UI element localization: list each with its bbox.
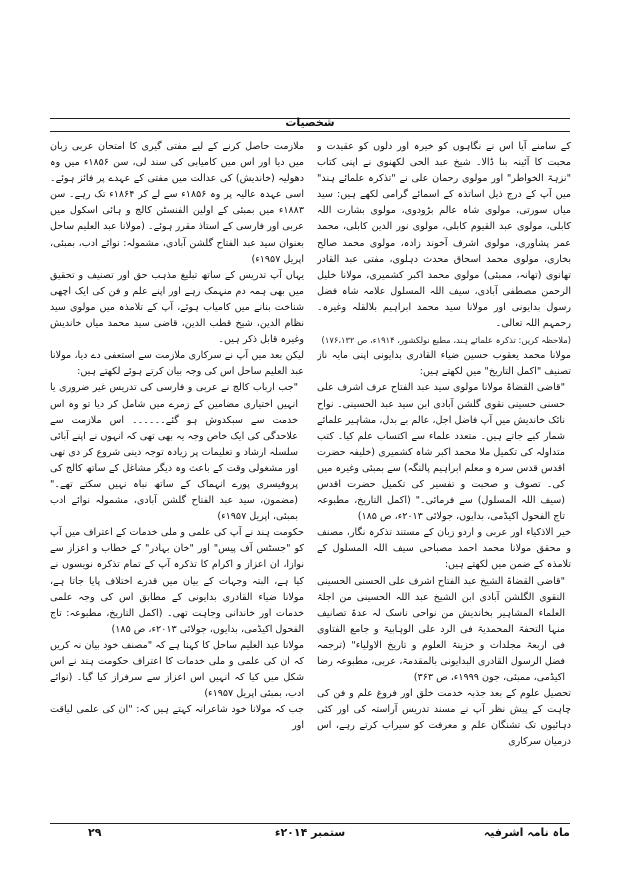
magazine-name: ماہ نامہ اشرفیہ: [483, 826, 570, 839]
body-paragraph: مولانا محمد یعقوب حسین ضیاء القادری بدایونی اپنی مایہ ناز تصنیف "اکمل التاریخ" میں لکھتے ہیں:: [317, 350, 571, 378]
page-number: ۲۹: [88, 826, 102, 839]
body-paragraph: ملازمت حاصل کرنے کے لیے مفتی گیری کا امتحان عربی زبان میں دیا اور اس میں کامیابی کی سند لی، سن ۱۸۵۶ء میں وہ دھولیہ (خاندیش) کی عدالت میں مفتی کے عہدے پر فائز ہوئے۔ اسی عہدہ عالیہ پر وہ ۱۸۵۶ء سے لے کر ۱۸۶۴ء تک رہے۔ سن ۱۸۸۳ء میں بمبئی کے اولین الفنسٹن کالج و ہائی اسکول میں عربی اور فارسی کے استاذ مقرر ہوئے۔ (مولانا عبد العلیم ساحل بعنوان سید عبد الفتاح گلشن آبادی، مشمولہ: نوائے ادب، بمبئی، اپریل ۱۹۵۷ء): [50, 141, 304, 265]
body-paragraph: مولانا عبد العلیم ساحل کا کہنا ہے کہ "مصنف خود بیان نہ کریں کہ ان کی علمی و ملی خدمات کا اعتراف حکومت ہند نے اس شکل میں کیا کہ انہیں اس اعزاز سے سرفراز کیا گیا۔ (نوائے ادب، بمبئی اپریل ۱۹۵۷ء): [50, 639, 304, 700]
left-text-column: [50, 139, 304, 819]
footer-rule: [50, 823, 570, 824]
body-paragraph: حکومت ہند نے آپ کی علمی و ملی خدمات کے اعتراف میں آپ کو "جسٹس آف پیس" اور "خان بہادر" کے خطاب و اعزاز سے نوازا، ان اعزاز و اکرام کا تذکرہ آپ کے تمام تذکرہ نویسوں نے کیا ہے، البتہ وجہات کے بیان میں قدرے اختلاف پایا جاتا ہے، مولانا ضیاء القادری بدایونی کے مطابق اس کی وجہ علمی خدمات اور خاندانی وجاہت تھی۔ (اکمل التاریخ، مطبوعہ: تاج الفحول اکیڈمی، بدایوں، جولائی ۲۰۱۳ء، ص ۱۸۵): [50, 527, 304, 635]
quotation-paragraph: "قاضی القضاۃ الشیخ عبد الفتاح اشرف علی الحسنی الحسینی النقوی الگلشن آبادی ابن الشیخ عبد اللہ الحسینی من اجلۃ العلماء المشاہیر بخاندیش من نواحی ناسک لہ عدۃ تصانیف منہا التحفۃ المحمدیۃ فی الرد علی الوہابیۃ و جامع الفتاوی فی اربعۃ مجلدات و خزینۃ العلوم و تاریخ الاولیاء" (ترجمہ فضل الرسول القادری البدایونی بالمقدمۃ، عربی، مطبوعہ رضا اکیڈمی، ممبئی، جون ۱۹۹۹ء، ص ۳۶۳): [317, 575, 565, 684]
issue-date: ستمبر ۲۰۱۴ء: [274, 826, 346, 839]
body-paragraph: جب کہ مولانا خود شاعرانہ کہتے ہیں کہ: "ان کی علمی لیاقت اور: [50, 704, 304, 732]
right-text-column: [317, 139, 571, 819]
section-title: شخصیات: [285, 116, 335, 129]
body-paragraph: یہاں آپ تدریس کے ساتھ تبلیغ مذہب حق اور تصنیف و تحقیق میں بھی ہمہ دم منہمک رہے اور اپنے علم و فن کی ایک اچھی شناخت بنانے میں کامیاب ہوئے، آپ کے تلامذہ میں مولوی سید نظام الدین، شیخ قطب الدین، قاضی سید محمد میاں خاندیش وغیرہ قابل ذکر ہیں۔: [50, 269, 304, 346]
body-paragraph: لیکن بعد میں آپ نے سرکاری ملازمت سے استعفی دے دیا، مولانا عبد العلیم ساحل اس کی وجہ بیان کرتے ہوئے لکھتے ہیں:: [50, 350, 304, 378]
header-rule-lower: [50, 131, 570, 132]
citation-paragraph: (ملاحظہ کریں: تذکرہ علمائے ہند، مطبع نولکشور، ۱۹۱۴ء، ص ۱۷۶،۱۳۲): [321, 335, 571, 346]
body-paragraph: تحصیل علوم کے بعد جذبہ خدمت خلق اور فروغ علم و فن کی چاہت کے پیش نظر آپ نے مسند تدریس آراستہ کی اور کئی دہائیوں تک تشنگان علم و معرفت کو سیراب کرتے رہے، اس درمیان سرکاری: [317, 688, 571, 748]
body-paragraph: خیر الاذکیاء اور عربی و اردو زبان کے مستند تذکرہ نگار، مصنف و محقق مولانا محمد احمد مصباحی سیف اللہ المسلول کے تلامذہ کے ضمن میں لکھتے ہیں:: [317, 527, 571, 571]
quotation-paragraph: "قاضی القضاۃ مولانا مولوی سید عبد الفتاح عرف اشرف علی حسنی حسینی نقوی گلشن آبادی ابن سید عبد الحسینی۔ نواح نائک خاندیش میں آپ فاضل اجل، عالم بے بدل، مشاہیر علمائے شمار کیے جاتے ہیں۔ متعدد علماء سے اکتساب علم کیا۔ کتب متداولہ کی تکمیل ملا محمد اکبر شاہ کشمیری (خلیفہ حضرت اقدس قدس سرہ و معلم ابراہیم پالنگہ) سے بمبئی وغیرہ میں کی۔ تصوف و صحبت و تفسیر کی تکمیل حضرت اقدس (سیف اللہ المسلول) سے فرمائی۔" (اکمل التاریخ، مطبوعہ تاج الفحول اکیڈمی، بدایوں، جولائی ۲۰۱۳ء، ص ۱۸۵): [317, 382, 565, 523]
quotation-paragraph: "جب ارباب کالج نے عربی و فارسی کی تدریس غیر ضروری یا انہیں اختیاری مضامین کے زمرے میں شامل کر دیا تو وہ اس خدمت سے سبکدوش ہو گئے۔۔۔۔۔۔ اس ملازمت سے علاحدگی کی ایک خاص وجہ یہ بھی تھی کہ انہوں نے اپنے آبائی سلسلہ ارشاد و تعلیمات پر زیادہ توجہ دینی شروع کر دی تھی اور مشغولی وقت کے باعث وہ دیگر مشاغل کے ساتھ کالج کی پروفیسری پورے انہماک کے ساتھ نباہ نہیں سکتے تھے۔" (مضمون، سید عبد الفتاح گلشن آبادی، مشمولہ نوائے ادب بمبئی، اپریل ۱۹۵۷ء): [50, 382, 298, 523]
body-paragraph: کے سامنے آیا اس نے نگاہوں کو خیرہ اور دلوں کو عقیدت و محبت کا آئینہ بنا ڈالا۔ شیخ عبد الحی لکھنوی نے اپنی کتاب "نزہۃ الخواطر" اور مولوی رحمان علی نے "تذکرہ علمائے ہند" میں آپ کے درج ذیل اساتذہ کے اسمائے گرامی لکھے ہیں: سید میاں سورتی، مولوی شاہ عالم بڑودوی، مولوی بشارت اللہ کابلی، مولوی عبد القیوم کابلی، مولوی نور الدین کابلی، محمد عمر پشاوری، مولوی اشرف آخوند زادہ، مولوی محمد صالح بخاری، مولوی محمد اسحاق محدث دہلوی، مفتی عبد القادر تھانوی (تھانہ، ممبئی) مولوی محمد اکبر کشمیری، مولانا خلیل الرحمن مصطفی آبادی، سیف اللہ المسلول علامہ شاہ فضل رسول بدایونی اور مولانا سید محمد ابراہیم بلالقلہ وغیرہ۔ رحمہم اللہ تعالی۔: [317, 141, 571, 330]
